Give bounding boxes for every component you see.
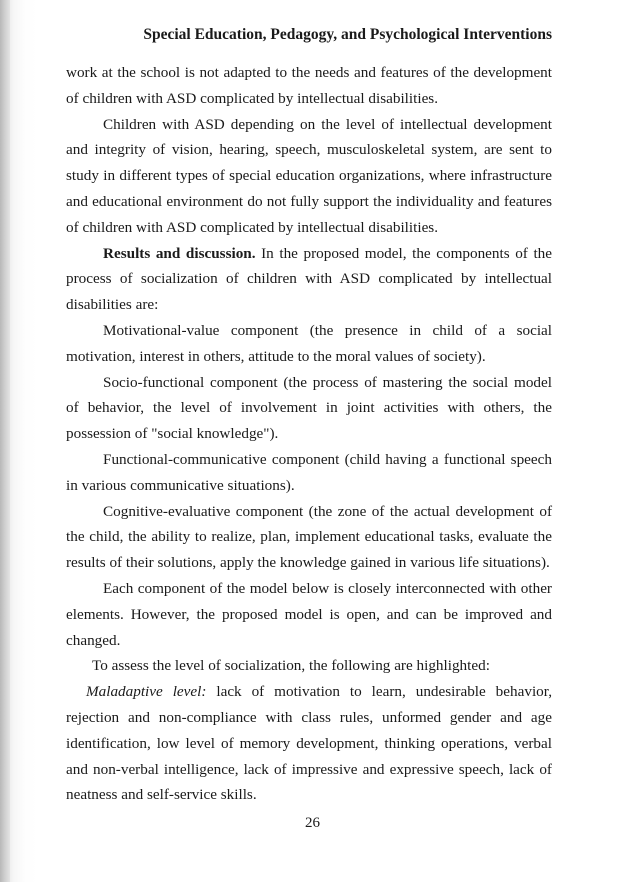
paragraph-asd-placement: Children with ASD depending on the level of intellectual development and integrity of vision, hearing, speech, musculoskeletal system, are sent to study in different types of special education organizations, where infrastructure and educational environment do not fully support the individuality and features of children with ASD complicated by intellectual disabilities.	[66, 115, 552, 236]
paragraph-results-text: In the proposed model, the components of the process of socialization of children with ASD complicated by intellectual disabilities are:	[66, 244, 552, 314]
paragraph-assessment-intro: To assess the level of socialization, the following are highlighted:	[92, 657, 490, 675]
paragraph-results	[66, 241, 552, 318]
running-header: Special Education, Pedagogy, and Psychological Interventions	[143, 26, 552, 43]
paragraph-cognitive-evaluative-component: Cognitive-evaluative component (the zone of the actual development of the child, the ability to realize, plan, implement educational tasks, evaluate the results of their solutions, apply the knowledge gained in various life situations).	[66, 502, 552, 572]
paragraph-socio-functional-component: Socio-functional component (the process of mastering the social model of behavior, the level of involvement in joint activities with others, the possession of "social knowledge").	[66, 373, 552, 443]
level-term: Maladaptive level:	[86, 683, 207, 701]
binding-shadow	[0, 0, 10, 882]
paragraph-maladaptive-level	[66, 679, 552, 808]
paragraph-model-interconnection: Each component of the model below is closely interconnected with other elements. However, the proposed model is open, and can be improved and changed.	[66, 579, 552, 649]
paragraph-maladaptive-text: lack of motivation to learn, undesirable behavior, rejection and non-compliance with class rules, unformed gender and age identification, low level of memory development, thinking operations, verbal and non-verbal intelligence, lack of impressive and expressive speech, lack of neatness and self-service skills.	[66, 683, 553, 804]
paragraph-motivational-component: Motivational-value component (the presence in child of a social motivation, interest in others, attitude to the moral values of society).	[66, 321, 552, 365]
paragraph-functional-communicative-component: Functional-communicative component (child having a functional speech in various communicative situations).	[66, 450, 552, 494]
section-heading-inline: Results and discussion.	[103, 244, 256, 262]
paragraph-continuation: work at the school is not adapted to the needs and features of the development of children with ASD complicated by intellectual disabilities.	[66, 64, 552, 107]
page-number: 26	[305, 815, 320, 831]
body-text	[66, 60, 552, 808]
